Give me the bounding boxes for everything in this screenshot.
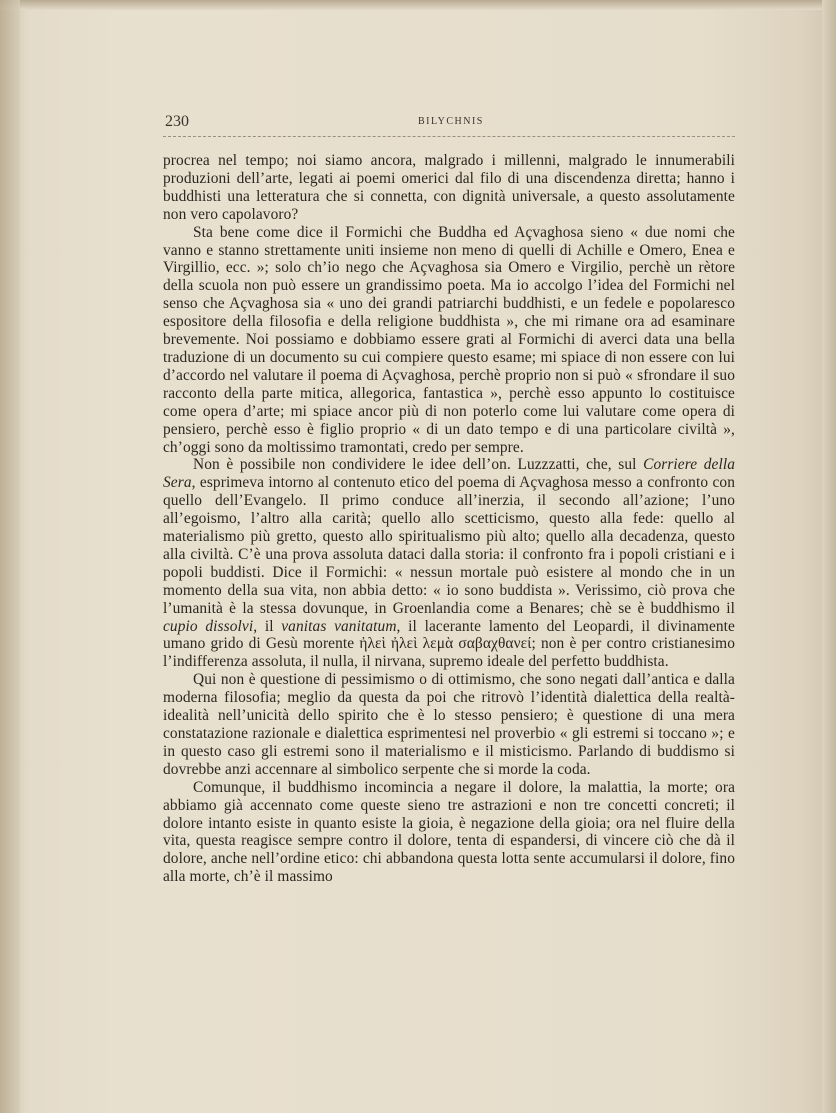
text-run: , esprimeva intorno al contenuto etico del poema di Açvaghosa messo a confronto con quello dell’Evangelo. Il primo conduce all’inerzia, il secondo all’azione; l’uno all’egoismo, l’altro alla carità; quello allo scetticismo, questo alla fede: quello al materialismo più gretto, questo allo spiritualismo più alto; quello alla decadenza, questo alla civiltà. C’è una prova assoluta dataci dalla storia: il confronto fra i popoli cristiani e i popoli buddisti. Dice il Formichi: « nessun mortale può esistere al mondo che in un momento della sua vita, non abbia detto: « io sono buddista ». Verissimo, ciò prova che l’umanità è la stessa dovunque, in Groenlandia come a Benares; chè se è buddhismo il: [163, 474, 735, 617]
paragraph: [163, 671, 735, 778]
binding-gutter: [0, 0, 20, 1113]
text-run: Qui non è questione di pessimismo o di ottimismo, che sono negati dall’antica e dalla moderna filosofia; meglio da questa da poi che ritrovò l’identità dialettica della realtà-idealità nell’unicità dello spirito che è lo stesso pensiero; è questione di una mera constatazione razionale e dialettica esprimentesi nel proverbio « gli estremi si toccano »; e in questo caso gli estremi sono il materialismo e il misticismo. Parlando di buddismo si dovrebbe anzi accennare al simbolico serpente che si morde la coda.: [163, 671, 735, 778]
text-run: Non è possibile non condividere le idee dell’on. Luzzzatti, che, sul: [193, 456, 644, 474]
text-run: , il: [253, 617, 282, 635]
body-text: [163, 152, 735, 886]
running-header: [165, 113, 735, 135]
italic-text: vanitas vanitatum: [281, 617, 397, 635]
text-run: , il lacerante lamento del Leopardi, il divinamente umano grido di Gesù morente ἠλεὶ ἠλεὶ λεμὰ σαβαχθανεί; non è per contro cristianesimo l’indifferenza assoluta, il nulla, il nirvana, supremo ideale del perfetto buddhista.: [163, 617, 735, 671]
header-rule: [163, 136, 735, 137]
page-number: 230: [165, 113, 189, 130]
paragraph: [163, 224, 735, 457]
italic-text: cupio dissolvi: [163, 617, 254, 635]
paragraph: [163, 779, 735, 886]
paragraph: [163, 152, 735, 224]
text-run: procrea nel tempo; noi siamo ancora, malgrado i millenni, malgrado le innumerabili produzioni dell’arte, legati ai poemi omerici dal filo di una discendenza diretta; hanno i buddhisti una letteratura che si connetta, con dignità universale, a questo assolutamente non vero capolavoro?: [163, 152, 735, 223]
italic-text: Corriere della Sera: [163, 456, 735, 492]
paragraph: [163, 456, 735, 671]
text-run: Comunque, il buddhismo incomincia a negare il dolore, la malattia, la morte; ora abbiamo già accennato come queste sieno tre astrazioni e non tre concetti concreti; il dolore intanto esiste in quanto esiste la gioia, è negazione della gioia; ora nel fluire della vita, questa reagisce sempre contro il dolore, tenta di espandersi, di vincere ciò che dà il dolore, anche nell’ordine etico: chi abbandona questa lotta sente accumularsi il dolore, fino alla morte, ch’è il massimo: [163, 778, 735, 886]
text-run: Sta bene come dice il Formichi che Buddha ed Açvaghosa sieno « due nomi che vanno e stanno strettamente uniti insieme non meno di quelli di Achille e Omero, Enea e Virgillio, ecc. »; solo ch’io nego che Açvaghosa sia Omero e Virgilio, perchè un rètore della scuola non può essere un grandissimo poeta. Ma io accolgo l’idea del Formichi nel senso che Açvaghosa sia « uno dei grandi patriarchi buddhisti, e un fedele e popolaresco espositore della filosofia e della religione buddhista », che mi rimane ora ad esaminare brevemente. Noi possiamo e dobbiamo essere grati al Formichi di averci data una bella traduzione di un documento su cui compiere questo esame; mi spiace di non essere con lui d’accordo nel valutare il poema di Açvaghosa, perchè proprio non si può « sfrondare il suo racconto della parte mitica, allegorica, fantastica », perchè esso appunto lo costituisce come opera d’arte; mi spiace ancor più di non poterlo come lui valutare come opera di pensiero, perchè esso è figlio proprio « di un dato tempo e di una particolare civiltà », ch’oggi sono da moltissimo tramontati, credo per sempre.: [163, 223, 735, 456]
running-title: BILYCHNIS: [418, 116, 484, 127]
page-right-edge: [822, 0, 836, 1113]
page-top-edge: [0, 0, 836, 10]
